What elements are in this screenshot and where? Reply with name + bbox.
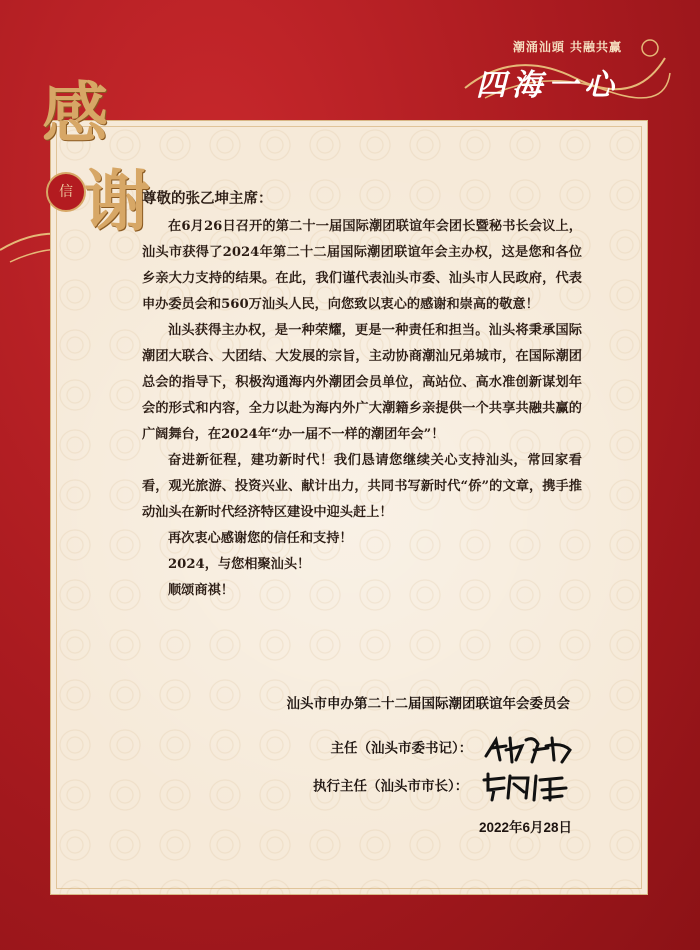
director-signature-row: [330, 732, 574, 766]
director-handwritten-signature: [482, 732, 574, 766]
letter-date: 2022年6月28日: [478, 820, 572, 835]
exec-title: 执行主任（汕头市市长）：: [312, 778, 469, 794]
letter-closing-line: 再次衷心感谢您的信任和支持！: [168, 531, 353, 546]
thanks-calligraphy-char-1: 感: [42, 74, 108, 152]
letter-closing-line: 顺颂商祺！: [168, 583, 234, 598]
letter-paragraph: 汕头获得主办权，是一种荣耀，更是一种责任和担当。汕头将秉承国际潮团大联合、大团结、大发展的宗旨，主动协商潮汕兄弟城市，在国际潮团总会的指导下，积极沟通海内外潮团会员单位，高站位、高水准创新谋划年会的形式和内容，全力以赴为海内外广大潮籍乡亲提供一个共享共融共赢的广阔舞台，在2024年“办一届不一样的潮团年会”！: [142, 323, 582, 442]
letter-paragraph: 在6月26日召开的第二十一届国际潮团联谊年会团长暨秘书长会议上，汕头市获得了2024年第二十二届国际潮团联谊年会主办权，这是您和各位乡亲大力支持的结果。在此，我们谨代表汕头市委、汕头市人民政府，代表申办委员会和560万汕头人民，向您致以衷心的感谢和崇高的敬意！: [142, 219, 582, 312]
letter-paragraph: 奋进新征程，建功新时代！我们恳请您继续关心支持汕头，常回家看看，观光旅游、投资兴业、献计出力，共同书写新时代“侨”的文章，携手推动汕头在新时代经济特区建设中迎头赶上！: [142, 453, 582, 520]
exec-handwritten-signature: [478, 770, 570, 804]
slogan-logo-four-seas-one-heart: 四海一心: [476, 68, 620, 103]
slogan-small: 潮涌汕頭 共融共赢: [512, 40, 622, 54]
committee-name: 汕头市申办第二十二届国际潮团联谊年会委员会: [286, 696, 570, 711]
director-title: 主任（汕头市委书记）：: [330, 740, 473, 756]
letter-greeting: 尊敬的张乙坤主席：: [142, 190, 273, 207]
letter-body: [142, 186, 582, 604]
letter-closing-line: 2024，与您相聚汕头！: [168, 557, 311, 572]
thanks-calligraphy-char-2: 谢: [84, 162, 150, 240]
exec-signature-row: [313, 770, 570, 804]
thanks-seal-icon: 信: [46, 172, 86, 212]
